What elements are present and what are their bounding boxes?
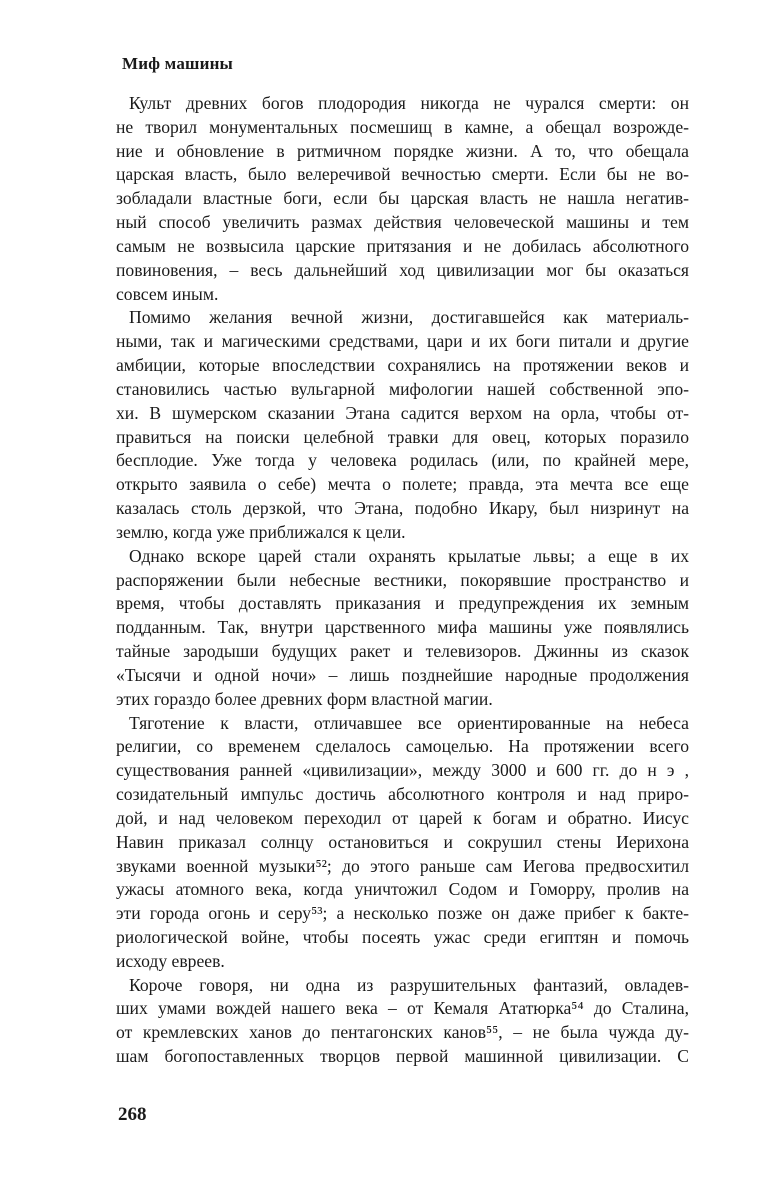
text-line: царская власть, было велеречивой вечностью смерти. Если бы не во- xyxy=(116,164,689,185)
text-line: риологической войне, чтобы посеять ужас среди египтян и помочь xyxy=(116,926,689,947)
paragraph-1 xyxy=(116,92,689,306)
text-line: ние и обновление в ритмичном порядке жизни. А то, что обещала xyxy=(116,140,689,161)
text-line: Помимо желания вечной жизни, достигавшейся как материаль- xyxy=(129,307,689,328)
paragraph-3 xyxy=(116,545,689,712)
paragraph-2 xyxy=(116,306,689,544)
text-line: Культ древних богов плодородия никогда не чурался смерти: он xyxy=(129,93,689,113)
text-line: казалась столь дерзкой, что Этана, подобно Икару, был низринут на xyxy=(116,498,689,519)
text-line: ших умами вождей нашего века – от Кемаля Ататюрка⁵⁴ до Сталина, xyxy=(116,998,689,1019)
text-line: подданным. Так, внутри царственного мифа машины уже появлялись xyxy=(116,617,689,638)
text-line: дой, и над человеком переходил от царей к богам и обратно. Иисус xyxy=(116,807,689,828)
text-line: правиться на поиски целебной травки для овец, которых поразило xyxy=(116,426,689,447)
text-line: распоряжении были небесные вестники, покорявшие пространство и xyxy=(116,569,689,590)
text-line: землю, когда уже приближался к цели. xyxy=(116,521,406,542)
text-line: Однако вскоре царей стали охранять крылатые львы; а еще в их xyxy=(129,545,689,566)
text-line: ужасы атомного века, когда уничтожил Содом и Гоморру, пролив на xyxy=(116,879,689,900)
text-line: звуками военной музыки⁵²; до этого раньше сам Иегова предвосхитил xyxy=(116,855,689,876)
text-line: Короче говоря, ни одна из разрушительных фантазий, овладев- xyxy=(129,974,689,995)
text-line: зобладали властные боги, если бы царская власть не нашла негатив- xyxy=(116,188,689,209)
text-line: Тяготение к власти, отличавшее все ориентированные на небеса xyxy=(129,712,689,733)
text-line: Навин приказал солнцу остановиться и сокрушил стены Иерихона xyxy=(116,831,689,852)
paragraph-4 xyxy=(116,712,689,974)
text-line: исходу евреев. xyxy=(116,950,225,971)
text-line: совсем иным. xyxy=(116,283,219,304)
text-line: становились частью вульгарной мифологии нашей собственной эпо- xyxy=(116,378,689,399)
text-line: ный способ увеличить размах действия человеческой машины и тем xyxy=(116,212,689,233)
text-line: время, чтобы доставлять приказания и предупреждения их земным xyxy=(116,593,689,614)
text-line: не творил монументальных посмешищ в камне, а обещал возрожде- xyxy=(116,116,689,137)
text-line: амбиции, которые впоследствии сохранялись на протяжении веков и xyxy=(116,355,689,376)
text-line: созидательный импульс достичь абсолютного контроля и над приро- xyxy=(116,784,689,805)
body-text xyxy=(116,92,689,1069)
page-number: 268 xyxy=(118,1104,147,1125)
paragraph-5 xyxy=(116,974,689,1069)
text-line: шам богопоставленных творцов первой машинной цивилизации. С xyxy=(116,1046,689,1067)
text-line: бесплодие. Уже тогда у человека родилась (или, по крайней мере, xyxy=(116,450,689,471)
text-line: этих гораздо более древних форм властной магии. xyxy=(116,688,493,709)
text-line: тайные зародыши будущих ракет и телевизоров. Джинны из сказок xyxy=(116,641,689,662)
text-line: открыто заявила о себе) мечта о полете; правда, эта мечта все еще xyxy=(116,474,689,495)
text-line: «Тысячи и одной ночи» – лишь позднейшие народные продолжения xyxy=(116,664,689,685)
text-line: религии, со временем сделалось самоцелью. На протяжении всего xyxy=(116,736,689,757)
text-line: самым не возвысила царские притязания и не добилась абсолютного xyxy=(116,235,689,256)
text-line: ными, так и магическими средствами, цари и их боги питали и другие xyxy=(116,331,689,352)
running-title: Миф машины xyxy=(122,54,234,73)
text-line: повиновения, – весь дальнейший ход цивилизации мог бы оказаться xyxy=(116,259,689,280)
text-line: эти города огонь и серу⁵³; а несколько позже он даже прибег к бакте- xyxy=(116,903,689,924)
text-line: хи. В шумерском сказании Этана садится верхом на орла, чтобы от- xyxy=(116,402,689,423)
text-line: существования ранней «цивилизации», между 3000 и 600 гг. до н э , xyxy=(116,760,689,781)
text-line: от кремлевских ханов до пентагонских канов⁵⁵, – не была чужда ду- xyxy=(116,1022,689,1043)
